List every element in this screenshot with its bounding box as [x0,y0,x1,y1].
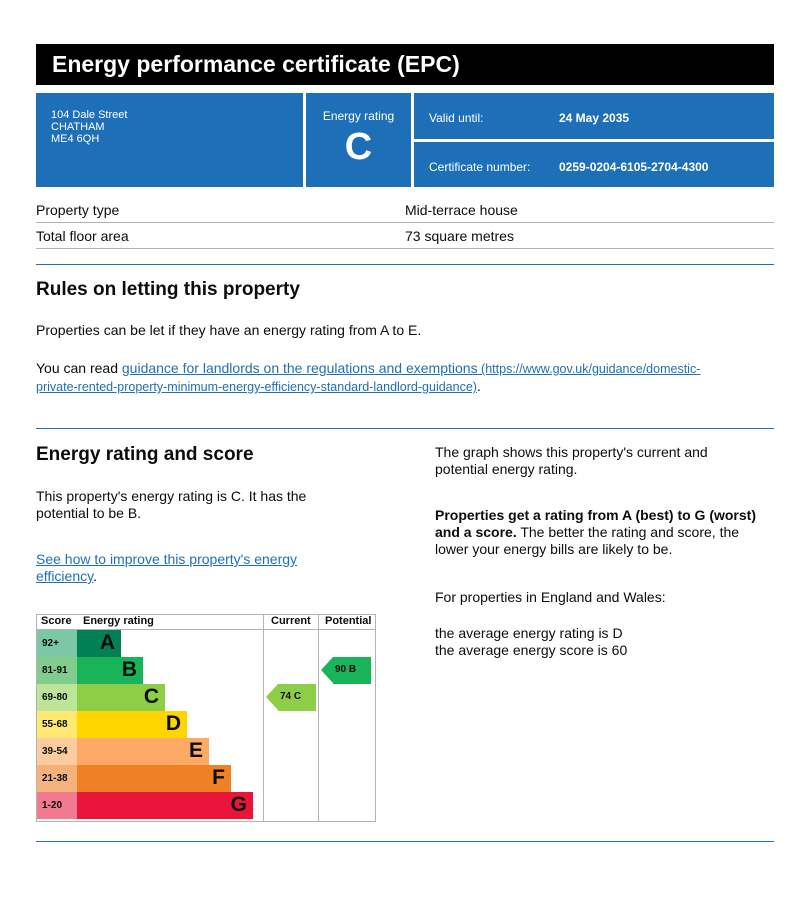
guidance-link-text: guidance for landlords on the regulations and exemptions [121,360,478,376]
band-letter: F [212,766,225,789]
rating-explanation [435,507,775,558]
section-divider [36,428,774,429]
band-bar [77,630,121,657]
band-letter: D [165,712,181,735]
graph-header-rating: Energy rating [83,615,154,627]
band-score-range: 81-91 [37,657,77,684]
band-score-range: 55-68 [37,711,77,738]
rating-explanation-rest: The better the rating and score, the lower your energy bills are likely to be. [435,524,740,557]
certificate-number-box [414,142,774,187]
band-score-range: 39-54 [37,738,77,765]
valid-until-value: 24 May 2035 [559,111,630,125]
band-score-range: 69-80 [37,684,77,711]
band-bar [77,711,187,738]
property-type-value: Mid-terrace house [405,202,518,218]
band-score-range: 1-20 [37,792,77,819]
energy-rating-box [306,93,411,187]
potential-rating-arrow [321,657,371,684]
band-score-range: 92+ [37,630,77,657]
england-wales-text: For properties in England and Wales: [435,589,666,605]
band-letter: A [99,631,115,654]
potential-rating-arrow-label: 90 B [335,664,357,675]
valid-until-label: Valid until: [429,111,484,125]
certificate-number-value: 0259-0204-6105-2704-4300 [559,160,709,174]
improve-link[interactable]: See how to improve this property's energy efficiency [36,551,298,584]
band-bar [77,792,253,819]
property-type-row [36,196,774,223]
band-bar [77,657,143,684]
band-letter: G [230,793,247,816]
floor-area-value: 73 square metres [405,228,514,244]
graph-header-current: Current [271,615,311,627]
section-divider [36,264,774,265]
letting-paragraph: Properties can be let if they have an energy rating from A to E. [36,322,422,338]
band-bar [77,765,231,792]
graph-column-divider [318,615,319,821]
address-line-3: ME4 6QH [51,133,100,145]
energy-rating-label: Energy rating [322,109,395,123]
score-paragraph: This property's energy rating is C. It has the potential to be B. [36,488,307,521]
page-title-bar [36,44,774,85]
guidance-link-url-1: (https://www.gov.uk/guidance/domestic- [477,362,701,376]
graph-header-potential: Potential [325,615,372,627]
band-bar [77,684,165,711]
floor-area-label: Total floor area [36,228,129,244]
certificate-number-label: Certificate number: [429,160,531,174]
guidance-suffix: . [476,378,481,394]
letting-guidance-paragraph [36,360,774,396]
valid-until-box [414,93,774,139]
page-title: Energy performance certificate (EPC) [52,51,460,77]
current-rating-arrow-label: 74 C [280,691,302,702]
band-letter: E [188,739,203,762]
graph-column-divider [263,615,264,821]
improve-paragraph [36,551,326,585]
average-rating-text: the average energy rating is D [435,625,623,641]
address-line-2: CHATHAM [51,121,105,133]
energy-rating-graph [36,614,376,822]
current-rating-arrow [266,684,316,711]
improve-suffix: . [93,568,97,584]
guidance-link[interactable] [36,360,700,394]
graph-header-score: Score [41,615,72,627]
letting-heading: Rules on letting this property [36,279,300,300]
property-type-label: Property type [36,202,120,218]
band-bar [77,738,209,765]
guidance-link-url-2: private-rented-property-minimum-energy-efficiency-standard-landlord-guidance) [36,380,477,394]
address-box [36,93,303,187]
section-divider [36,841,774,842]
rating-explanation-bold: Properties get a rating from A (best) to G (worst) and a score. [435,507,756,540]
band-letter: B [121,658,137,681]
band-letter: C [143,685,159,708]
floor-area-row [36,222,774,249]
graph-description: The graph shows this property's current and potential energy rating. [435,444,708,477]
energy-rating-letter: C [344,126,373,168]
address-line-1: 104 Dale Street [51,109,128,121]
guidance-prefix: You can read [36,360,122,376]
band-score-range: 21-38 [37,765,77,792]
average-score-text: the average energy score is 60 [435,642,628,658]
score-heading: Energy rating and score [36,444,254,465]
